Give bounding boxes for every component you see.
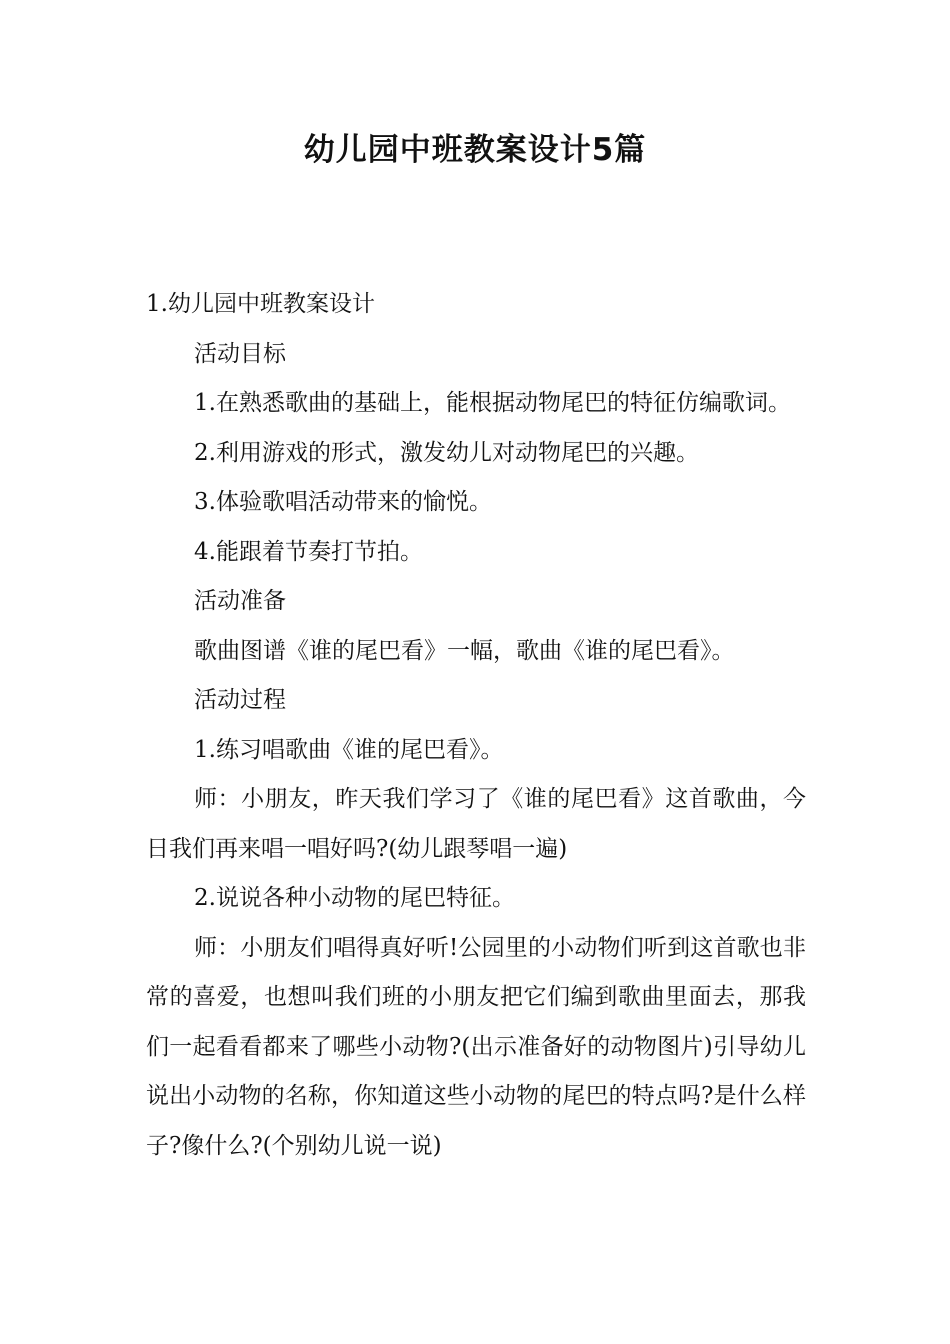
teacher-dialogue: 师：小朋友，昨天我们学习了《谁的尾巴看》这首歌曲，今日我们再来唱一唱好吗?(幼儿跟琴唱一遍)	[146, 786, 806, 862]
teacher-dialogue: 师：小朋友们唱得真好听!公园里的小动物们听到这首歌也非常的喜爱，也想叫我们班的小朋友把它们编到歌曲里面去，那我们一起看看都来了哪些小动物?(出示准备好的动物图片)引导幼儿说出小动物的名称，你知道这些小动物的尾巴的特点吗?是什么样子?像什么?(个别幼儿说一说)	[146, 934, 806, 1159]
document-title: 幼儿园中班教案设计5篇	[303, 132, 647, 168]
subheading-activity-goals: 活动目标	[194, 340, 286, 367]
goal-item: 1.在熟悉歌曲的基础上，能根据动物尾巴的特征仿编歌词。	[194, 390, 791, 416]
goal-item: 3.体验歌唱活动带来的愉悦。	[194, 489, 492, 515]
goal-item: 4.能跟着节奏打节拍。	[194, 538, 423, 565]
subheading-activity-process: 活动过程	[194, 687, 286, 713]
subheading-activity-preparation: 活动准备	[194, 588, 286, 614]
section-heading: 1.幼儿园中班教案设计	[146, 291, 375, 317]
process-step: 2.说说各种小动物的尾巴特征。	[194, 885, 515, 911]
process-step: 1.练习唱歌曲《谁的尾巴看》。	[194, 736, 504, 763]
document-body	[146, 280, 806, 1171]
preparation-text: 歌曲图谱《谁的尾巴看》一幅，歌曲《谁的尾巴看》。	[194, 637, 735, 664]
goal-item: 2.利用游戏的形式，激发幼儿对动物尾巴的兴趣。	[194, 439, 699, 466]
